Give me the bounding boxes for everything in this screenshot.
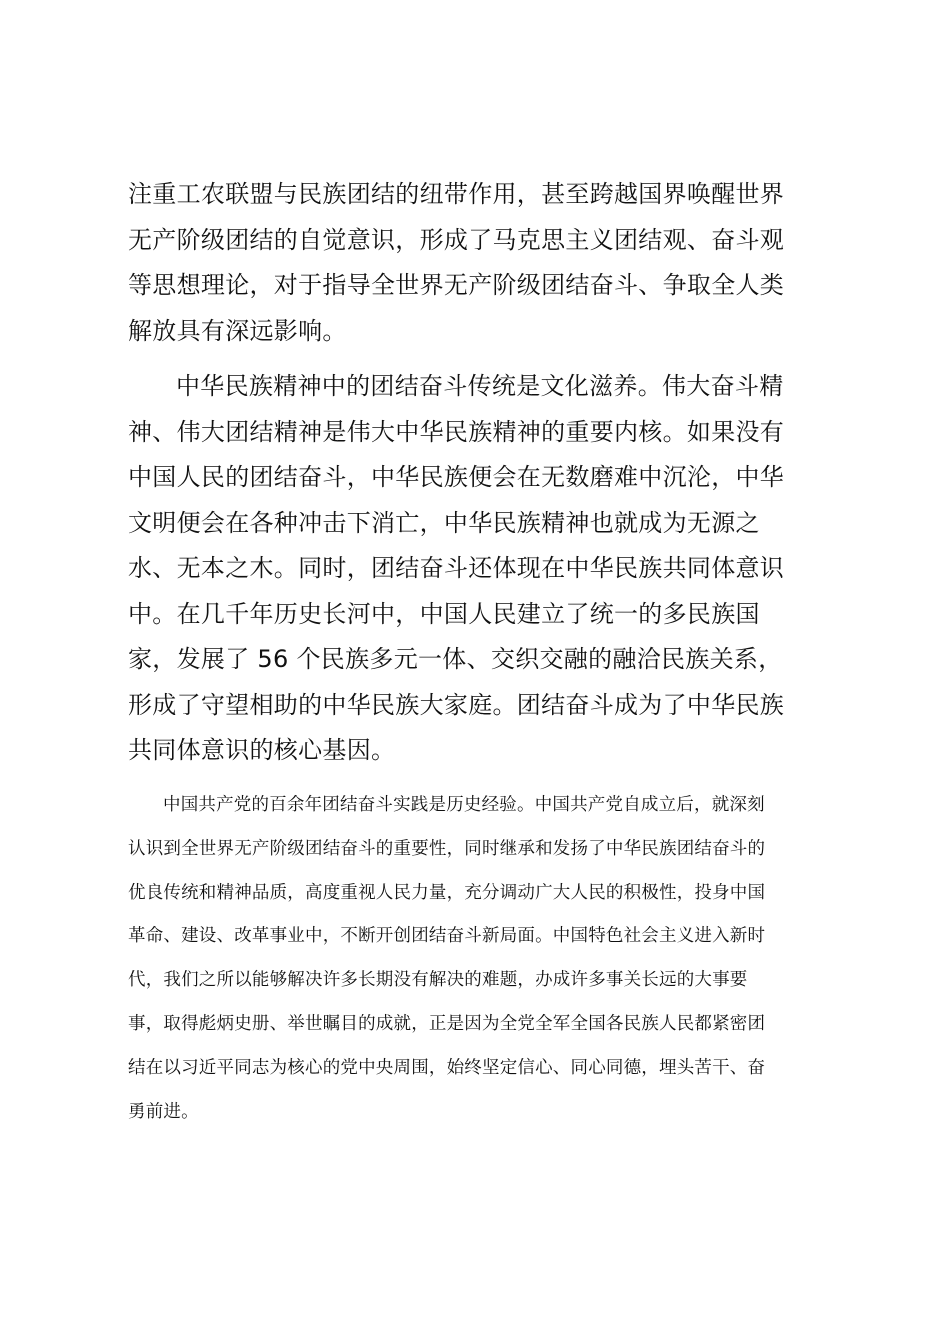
paragraph-3-line: 中国共产党的百余年团结奋斗实践是历史经验。中国共产党自成立后，就深刻: [163, 795, 765, 815]
paragraph-3-line: 代，我们之所以能够解决许多长期没有解决的难题，办成许多事关长远的大事要: [128, 970, 748, 991]
paragraph-2-line: 中华民族精神中的团结奋斗传统是文化滋养。伟大奋斗精: [176, 372, 784, 400]
paragraph-3-line: 认识到全世界无产阶级团结奋斗的重要性，同时继承和发扬了中华民族团结奋斗的: [128, 838, 766, 859]
paragraph-1-line: 等思想理论，对于指导全世界无产阶级团结奋斗、争取全人类: [128, 271, 785, 299]
paragraph-2-line: 共同体意识的核心基因。: [128, 736, 396, 764]
paragraph-2-line: 文明便会在各种冲击下消亡，中华民族精神也就成为无源之: [128, 508, 760, 537]
paragraph-3-line: 事，取得彪炳史册、举世瞩目的成就，正是因为全党全军全国各民族人民都紧密团: [128, 1013, 766, 1034]
paragraph-2-line: 家，发展了 56 个民族多元一体、交织交融的融洽民族关系，: [128, 645, 783, 673]
paragraph-2-line: 中国人民的团结奋斗，中华民族便会在无数磨难中沉沦，中华: [128, 463, 785, 491]
paragraph-1: [128, 172, 828, 354]
paragraph-1-line: 无产阶级团结的自觉意识，形成了马克思主义团结观、奋斗观: [128, 225, 785, 254]
paragraph-2: [128, 364, 828, 774]
paragraph-1-line: 解放具有深远影响。: [128, 316, 347, 345]
paragraph-2-line: 神、伟大团结精神是伟大中华民族精神的重要内核。如果没有: [128, 417, 785, 446]
paragraph-3-line: 革命、建设、改革事业中，不断开创团结奋斗新局面。中国特色社会主义进入新时: [128, 926, 766, 947]
paragraph-3-line: 勇前进。: [128, 1101, 199, 1122]
paragraph-3-line: 优良传统和精神品质，高度重视人民力量，充分调动广大人民的积极性，投身中国: [128, 882, 766, 903]
paragraph-2-line: 形成了守望相助的中华民族大家庭。团结奋斗成为了中华民族: [128, 690, 785, 719]
paragraph-1-line: 注重工农联盟与民族团结的纽带作用，甚至跨越国界唤醒世界: [128, 180, 785, 208]
paragraph-2-line: 水、无本之木。同时，团结奋斗还体现在中华民族共同体意识: [128, 554, 785, 582]
paragraph-3-line: 结在以习近平同志为核心的党中央周围，始终坚定信心、同心同德，埋头苦干、奋: [128, 1057, 766, 1078]
paragraph-3: [128, 784, 828, 1134]
paragraph-2-line: 中。在几千年历史长河中，中国人民建立了统一的多民族国: [128, 599, 760, 628]
